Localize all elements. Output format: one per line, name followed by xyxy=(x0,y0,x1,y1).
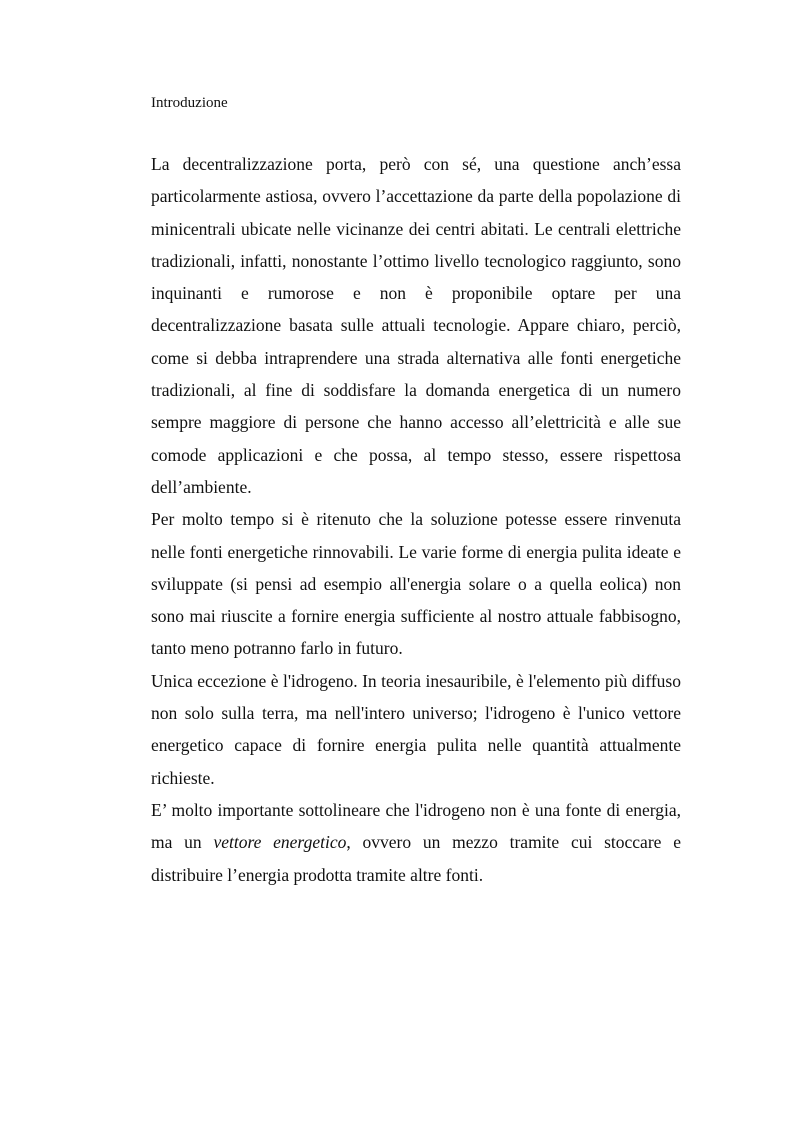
paragraph-1: La decentralizzazione porta, però con sé, una questione anch’essa particolarmente astiosa, ovvero l’accettazione da parte della popolazione di minicentrali ubicate nelle vicinanze dei centri abitati. Le centrali elettriche tradizionali, infatti, nonostante l’ottimo livello tecnologico raggiunto, sono inquinanti e rumorose e non è proponibile optare per una decentralizzazione basata sulle attuali tecnologie. Appare chiaro, perciò, come si debba intraprendere una strada alternativa alle fonti energetiche tradizionali, al fine di soddisfare la domanda energetica di un numero sempre maggiore di persone che hanno accesso all’elettricità e alle sue comode applicazioni e che possa, al tempo stesso, essere rispettosa dell’ambiente. xyxy=(151,154,681,497)
body-text xyxy=(151,148,681,891)
paragraph-4 xyxy=(151,794,681,891)
paragraph-3: Unica eccezione è l'idrogeno. In teoria inesauribile, è l'elemento più diffuso non solo sulla terra, ma nell'intero universo; l'idrogeno è l'unico vettore energetico capace di fornire energia pulita nelle quantità attualmente richieste. xyxy=(151,670,681,788)
page-header: Introduzione xyxy=(151,95,228,111)
paragraph-4-emphasis: vettore energetico xyxy=(213,832,347,853)
paragraph-2: Per molto tempo si è ritenuto che la soluzione potesse essere rinvenuta nelle fonti energetiche rinnovabili. Le varie forme di energia pulita ideate e sviluppate (si pensi ad esempio all'energia solare o a quella eolica) non sono mai riuscite a fornire energia sufficiente al nostro attuale fabbisogno, tanto meno potranno farlo in futuro. xyxy=(151,509,681,659)
paragraph-4-text-after: , ovvero un mezzo tramite cui stoccare e distribuire l’energia prodotta tramite altre fonti. xyxy=(151,832,681,885)
paragraph-4-text-before: E’ molto importante sottolineare che l'idrogeno non è una fonte di energia, ma un xyxy=(151,799,681,853)
